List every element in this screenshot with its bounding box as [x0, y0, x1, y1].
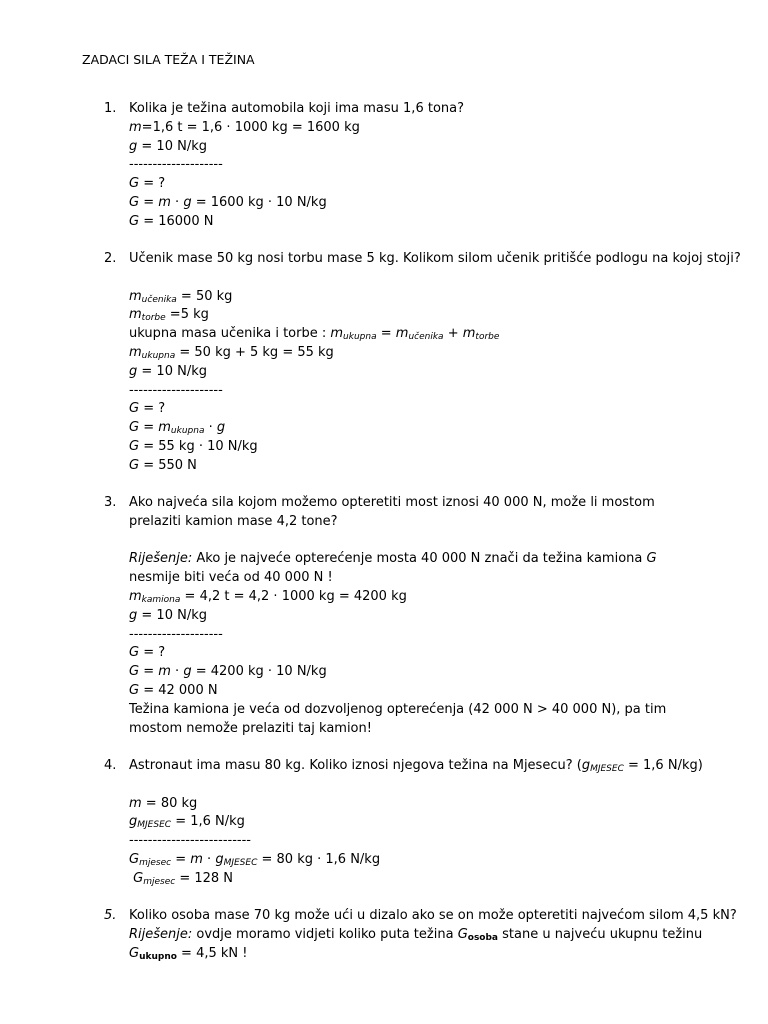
solution-total: Gukupno = 4,5 kN ! [129, 945, 248, 962]
unknown: G = ? [129, 401, 166, 417]
question: Koliko osoba mase 70 kg može ući u dizalo ako se on može opteretiti najvećom silom 4,5 kN? [129, 908, 737, 923]
given-mass-student: mučenika = 50 kg [129, 288, 233, 305]
given-mass: m = 80 kg [129, 795, 198, 811]
divider: -------------------- [129, 626, 223, 642]
formula: G = m · g = 4200 kg · 10 N/kg [129, 664, 327, 680]
question: Ako najveća sila kojom možemo opteretiti most iznosi 40 000 N, može li mostom prelaziti kamion mase 4,2 tone? [129, 495, 655, 529]
question: Kolika je težina automobila koji ima masu 1,6 tona? [129, 101, 464, 116]
solution-intro: Riješenje: Ako je najveće opterećenje mosta 40 000 N znači da težina kamiona G nesmije biti veća od 40 000 N ! [129, 551, 657, 586]
question: Učenik mase 50 kg nosi torbu mase 5 kg. Kolikom silom učenik pritišće podlogu na kojoj stoji? [129, 251, 741, 266]
formula: G = mukupna · g [129, 420, 226, 437]
task-number: 4. [104, 758, 117, 773]
result: G = 42 000 N [129, 682, 218, 698]
solution-intro: Riješenje: ovdje moramo vidjeti koliko puta težina Gosoba stane u najveću ukupnu težinu [129, 926, 703, 943]
task-number: 1. [104, 101, 117, 116]
divider: -------------------- [129, 382, 223, 398]
task-3 [104, 494, 704, 738]
result: G = 16000 N [129, 213, 214, 229]
task-number: 2. [104, 251, 117, 266]
given-gravity: g = 10 N/kg [129, 607, 207, 623]
question: Astronaut ima masu 80 kg. Koliko iznosi njegova težina na Mjesecu? (gMJESEC = 1,6 N/kg) [129, 758, 703, 774]
given-gravity: gMJESEC = 1,6 N/kg [129, 814, 245, 831]
task-number: 3. [104, 495, 117, 510]
unknown: G = ? [129, 645, 166, 661]
unknown: G = ? [129, 176, 166, 192]
formula: Gmjesec = m · gMJESEC = 80 kg · 1,6 N/kg [129, 851, 381, 868]
given-mass-bag: mtorbe =5 kg [129, 307, 209, 324]
task-4 [104, 757, 704, 889]
substitution: G = 55 kg · 10 N/kg [129, 438, 258, 454]
task-number: 5. [104, 908, 117, 923]
divider: -------------------------- [129, 833, 251, 849]
total-mass-value: mukupna = 50 kg + 5 kg = 55 kg [129, 344, 334, 361]
task-1 [104, 100, 704, 232]
given-gravity: g = 10 N/kg [129, 363, 207, 379]
task-5 [104, 907, 737, 963]
divider: -------------------- [129, 157, 223, 173]
document-title: ZADACI SILA TEŽA I TEŽINA [82, 52, 255, 67]
given-mass: m=1,6 t = 1,6 · 1000 kg = 1600 kg [129, 119, 360, 135]
task-2 [104, 250, 741, 476]
result: G = 550 N [129, 457, 197, 473]
total-mass-formula: ukupna masa učenika i torbe : mukupna = mučenika + mtorbe [129, 326, 500, 343]
conclusion: Težina kamiona je veća od dozvoljenog opterećenja (42 000 N > 40 000 N), pa tim mostom nemože prelaziti taj kamion! [129, 701, 667, 736]
formula: G = m · g = 1600 kg · 10 N/kg [129, 194, 327, 210]
given-mass: mkamiona = 4,2 t = 4,2 · 1000 kg = 4200 kg [129, 588, 407, 605]
result: Gmjesec = 128 N [133, 870, 234, 887]
given-gravity: g = 10 N/kg [129, 138, 207, 154]
